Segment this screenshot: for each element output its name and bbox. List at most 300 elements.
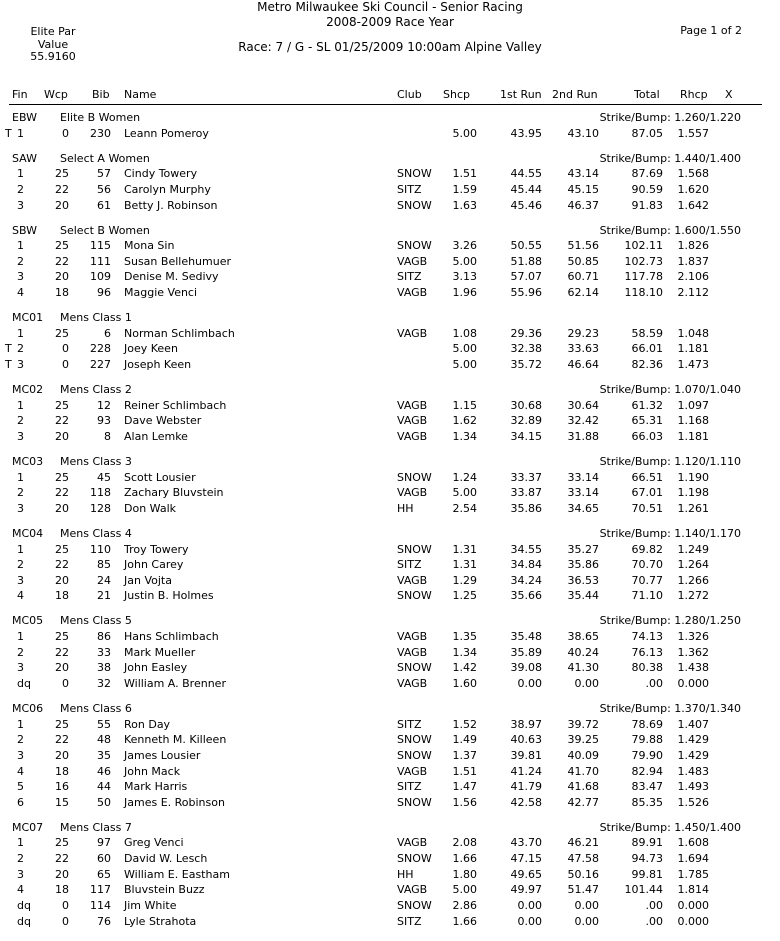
cell-bib: 8 bbox=[104, 429, 111, 443]
cell-bib: 60 bbox=[97, 852, 111, 866]
group-name: Mens Class 1 bbox=[60, 311, 132, 325]
cell-total: 79.88 bbox=[631, 733, 663, 747]
col-run2: 2nd Run bbox=[552, 88, 598, 101]
cell-fin: 2 bbox=[17, 182, 24, 196]
cell-total: 99.81 bbox=[631, 867, 663, 881]
cell-fin: 6 bbox=[17, 795, 24, 809]
col-club: Club bbox=[397, 88, 422, 101]
cell-run1: 32.89 bbox=[510, 414, 542, 428]
cell-wcp: 22 bbox=[55, 558, 69, 572]
cell-fin: 3 bbox=[17, 867, 24, 881]
cell-shcp: 1.47 bbox=[452, 780, 477, 794]
table-row bbox=[0, 270, 780, 284]
table-row bbox=[0, 430, 780, 444]
cell-name: Norman Schlimbach bbox=[124, 326, 235, 340]
cell-shcp: 1.62 bbox=[452, 414, 477, 428]
cell-name: Greg Venci bbox=[124, 836, 184, 850]
cell-bib: 114 bbox=[90, 898, 111, 912]
cell-wcp: 25 bbox=[55, 542, 69, 556]
cell-shcp: 1.66 bbox=[452, 852, 477, 866]
cell-wcp: 18 bbox=[55, 589, 69, 603]
cell-run2: 51.47 bbox=[567, 883, 599, 897]
table-row bbox=[0, 167, 780, 181]
cell-fin: 3 bbox=[17, 573, 24, 587]
group-code: SAW bbox=[12, 151, 37, 165]
cell-fin: 4 bbox=[17, 883, 24, 897]
cell-run2: 40.24 bbox=[567, 645, 599, 659]
cell-club: SITZ bbox=[397, 182, 422, 196]
cell-wcp: 0 bbox=[62, 898, 69, 912]
cell-total: 79.90 bbox=[631, 748, 663, 762]
cell-total: .00 bbox=[645, 898, 663, 912]
cell-rhcp: 1.264 bbox=[677, 558, 709, 572]
cell-run2: 46.21 bbox=[567, 836, 599, 850]
cell-run1: 35.48 bbox=[510, 630, 542, 644]
cell-name: Reiner Schlimbach bbox=[124, 398, 227, 412]
table-row bbox=[0, 327, 780, 341]
cell-club: SNOW bbox=[397, 198, 432, 212]
cell-shcp: 1.31 bbox=[452, 558, 477, 572]
cell-wcp: 18 bbox=[55, 883, 69, 897]
race-info: Race: 7 / G - SL 01/25/2009 10:00am Alpine Valley bbox=[238, 40, 542, 54]
cell-total: 71.10 bbox=[631, 589, 663, 603]
table-row bbox=[0, 677, 780, 691]
cell-total: 101.44 bbox=[624, 883, 663, 897]
col-x: X bbox=[725, 88, 733, 101]
cell-run1: 30.68 bbox=[510, 398, 542, 412]
table-row bbox=[0, 358, 780, 372]
cell-total: 87.05 bbox=[631, 126, 663, 140]
cell-rhcp: 0.000 bbox=[677, 914, 709, 928]
table-row bbox=[0, 836, 780, 850]
cell-shcp: 2.54 bbox=[452, 501, 477, 515]
cell-total: 70.77 bbox=[631, 573, 663, 587]
cell-name: Don Walk bbox=[124, 501, 177, 515]
cell-run2: 39.72 bbox=[567, 717, 599, 731]
table-row bbox=[0, 915, 780, 929]
cell-rhcp: 1.837 bbox=[677, 254, 709, 268]
cell-bib: 227 bbox=[90, 358, 111, 372]
cell-wcp: 20 bbox=[55, 867, 69, 881]
report-title: Metro Milwaukee Ski Council - Senior Racing bbox=[257, 0, 523, 14]
group-name: Mens Class 5 bbox=[60, 614, 132, 628]
cell-rhcp: 1.429 bbox=[677, 733, 709, 747]
cell-fin: 4 bbox=[17, 589, 24, 603]
cell-shcp: 1.60 bbox=[452, 676, 477, 690]
cell-bib: 93 bbox=[97, 414, 111, 428]
cell-name: James Lousier bbox=[124, 748, 201, 762]
tie-flag: T bbox=[5, 342, 12, 356]
cell-rhcp: 1.407 bbox=[677, 717, 709, 731]
cell-total: 58.59 bbox=[631, 326, 663, 340]
cell-fin: 3 bbox=[17, 198, 24, 212]
strike-bump: Strike/Bump: 1.070/1.040 bbox=[599, 383, 741, 397]
cell-rhcp: 1.429 bbox=[677, 748, 709, 762]
cell-bib: 50 bbox=[97, 795, 111, 809]
col-bib: Bib bbox=[92, 88, 110, 101]
cell-rhcp: 1.438 bbox=[677, 661, 709, 675]
cell-fin: 2 bbox=[17, 852, 24, 866]
cell-total: 80.38 bbox=[631, 661, 663, 675]
cell-rhcp: 1.190 bbox=[677, 470, 709, 484]
cell-run2: 0.00 bbox=[574, 898, 599, 912]
cell-rhcp: 1.483 bbox=[677, 764, 709, 778]
table-row bbox=[0, 733, 780, 747]
cell-shcp: 5.00 bbox=[452, 486, 477, 500]
cell-club: SNOW bbox=[397, 852, 432, 866]
cell-club: VAGB bbox=[397, 486, 428, 500]
cell-run2: 31.88 bbox=[567, 429, 599, 443]
cell-club: VAGB bbox=[397, 764, 428, 778]
group-header bbox=[0, 527, 780, 541]
cell-run1: 49.65 bbox=[510, 867, 542, 881]
group-name: Mens Class 4 bbox=[60, 526, 132, 540]
cell-rhcp: 1.266 bbox=[677, 573, 709, 587]
cell-fin: 1 bbox=[17, 239, 24, 253]
group-header bbox=[0, 111, 780, 125]
cell-fin: 1 bbox=[17, 167, 24, 181]
table-row bbox=[0, 543, 780, 557]
cell-wcp: 22 bbox=[55, 486, 69, 500]
cell-rhcp: 1.826 bbox=[677, 239, 709, 253]
cell-fin: 5 bbox=[17, 780, 24, 794]
cell-run1: 34.84 bbox=[510, 558, 542, 572]
cell-shcp: 5.00 bbox=[452, 342, 477, 356]
column-header-row bbox=[0, 88, 780, 102]
cell-run2: 41.30 bbox=[567, 661, 599, 675]
cell-shcp: 5.00 bbox=[452, 883, 477, 897]
cell-club: VAGB bbox=[397, 676, 428, 690]
group-code: EBW bbox=[12, 111, 37, 124]
cell-wcp: 22 bbox=[55, 182, 69, 196]
cell-name: David W. Lesch bbox=[124, 852, 208, 866]
group-code: MC01 bbox=[12, 311, 44, 325]
cell-wcp: 25 bbox=[55, 167, 69, 181]
cell-club: VAGB bbox=[397, 883, 428, 897]
cell-total: 61.32 bbox=[631, 398, 663, 412]
cell-name: Lyle Strahota bbox=[124, 914, 197, 928]
cell-total: 66.01 bbox=[631, 342, 663, 356]
cell-wcp: 18 bbox=[55, 286, 69, 300]
cell-club: SNOW bbox=[397, 748, 432, 762]
cell-shcp: 1.52 bbox=[452, 717, 477, 731]
group-header bbox=[0, 224, 780, 238]
cell-run2: 30.64 bbox=[567, 398, 599, 412]
cell-name: Joey Keen bbox=[124, 342, 178, 356]
cell-club: HH bbox=[397, 501, 414, 515]
cell-rhcp: 1.097 bbox=[677, 398, 709, 412]
cell-run2: 62.14 bbox=[567, 286, 599, 300]
cell-club: SNOW bbox=[397, 167, 432, 181]
group-header bbox=[0, 455, 780, 469]
cell-run2: 51.56 bbox=[567, 239, 599, 253]
group-code: MC04 bbox=[12, 526, 44, 540]
cell-club: SITZ bbox=[397, 914, 422, 928]
cell-total: 83.47 bbox=[631, 780, 663, 794]
cell-name: Susan Bellehumuer bbox=[124, 254, 232, 268]
race-year: 2008-2009 Race Year bbox=[326, 15, 454, 29]
table-row bbox=[0, 630, 780, 644]
cell-bib: 128 bbox=[90, 501, 111, 515]
cell-run1: 35.72 bbox=[510, 358, 542, 372]
cell-run1: 47.15 bbox=[510, 852, 542, 866]
cell-total: 69.82 bbox=[631, 542, 663, 556]
cell-bib: 12 bbox=[97, 398, 111, 412]
cell-wcp: 25 bbox=[55, 398, 69, 412]
cell-total: 117.78 bbox=[624, 270, 663, 284]
cell-bib: 97 bbox=[97, 836, 111, 850]
table-row bbox=[0, 574, 780, 588]
cell-run2: 35.86 bbox=[567, 558, 599, 572]
cell-bib: 44 bbox=[97, 780, 111, 794]
cell-wcp: 20 bbox=[55, 198, 69, 212]
cell-name: John Easley bbox=[124, 661, 188, 675]
cell-total: 87.69 bbox=[631, 167, 663, 181]
cell-rhcp: 1.181 bbox=[677, 342, 709, 356]
cell-rhcp: 1.557 bbox=[677, 126, 709, 140]
cell-run1: 50.55 bbox=[510, 239, 542, 253]
cell-fin: 2 bbox=[17, 645, 24, 659]
cell-bib: 228 bbox=[90, 342, 111, 356]
cell-shcp: 1.31 bbox=[452, 542, 477, 556]
cell-total: 82.94 bbox=[631, 764, 663, 778]
cell-run2: 35.44 bbox=[567, 589, 599, 603]
cell-run1: 44.55 bbox=[510, 167, 542, 181]
cell-fin: 1 bbox=[17, 326, 24, 340]
cell-run1: 57.07 bbox=[510, 270, 542, 284]
cell-name: Alan Lemke bbox=[124, 429, 188, 443]
cell-run1: 32.38 bbox=[510, 342, 542, 356]
cell-run1: 33.87 bbox=[510, 486, 542, 500]
cell-shcp: 1.35 bbox=[452, 630, 477, 644]
cell-fin: dq bbox=[17, 676, 31, 690]
cell-shcp: 1.56 bbox=[452, 795, 477, 809]
cell-name: Denise M. Sedivy bbox=[124, 270, 219, 284]
cell-shcp: 1.59 bbox=[452, 182, 477, 196]
cell-name: Zachary Bluvstein bbox=[124, 486, 224, 500]
cell-shcp: 5.00 bbox=[452, 254, 477, 268]
cell-wcp: 0 bbox=[62, 126, 69, 140]
cell-total: 91.83 bbox=[631, 198, 663, 212]
cell-shcp: 1.37 bbox=[452, 748, 477, 762]
table-row bbox=[0, 868, 780, 882]
elite-par-value: 55.9160 bbox=[30, 50, 76, 63]
cell-run2: 39.25 bbox=[567, 733, 599, 747]
cell-wcp: 20 bbox=[55, 748, 69, 762]
group-code: SBW bbox=[12, 223, 38, 237]
group-header bbox=[0, 821, 780, 835]
group-header bbox=[0, 383, 780, 397]
cell-name: William E. Eastham bbox=[124, 867, 230, 881]
cell-fin: 2 bbox=[17, 254, 24, 268]
group-header bbox=[0, 311, 780, 325]
col-run1: 1st Run bbox=[500, 88, 542, 101]
cell-name: Bluvstein Buzz bbox=[124, 883, 205, 897]
cell-bib: 32 bbox=[97, 676, 111, 690]
cell-fin: 3 bbox=[17, 429, 24, 443]
cell-bib: 33 bbox=[97, 645, 111, 659]
cell-total: 118.10 bbox=[624, 286, 663, 300]
cell-run1: 35.66 bbox=[510, 589, 542, 603]
cell-run2: 43.10 bbox=[567, 126, 599, 140]
cell-run1: 41.24 bbox=[510, 764, 542, 778]
cell-shcp: 2.08 bbox=[452, 836, 477, 850]
group-name: Mens Class 3 bbox=[60, 454, 132, 468]
cell-wcp: 22 bbox=[55, 254, 69, 268]
cell-run1: 0.00 bbox=[517, 898, 542, 912]
cell-wcp: 15 bbox=[55, 795, 69, 809]
cell-run1: 0.00 bbox=[517, 676, 542, 690]
cell-run2: 34.65 bbox=[567, 501, 599, 515]
cell-bib: 57 bbox=[97, 167, 111, 181]
cell-shcp: 1.34 bbox=[452, 429, 477, 443]
cell-wcp: 16 bbox=[55, 780, 69, 794]
cell-rhcp: 1.785 bbox=[677, 867, 709, 881]
cell-fin: 1 bbox=[17, 717, 24, 731]
cell-shcp: 1.51 bbox=[452, 764, 477, 778]
table-row bbox=[0, 471, 780, 485]
cell-fin: 2 bbox=[17, 486, 24, 500]
cell-name: James E. Robinson bbox=[124, 795, 225, 809]
cell-wcp: 20 bbox=[55, 661, 69, 675]
cell-run1: 39.81 bbox=[510, 748, 542, 762]
cell-rhcp: 1.362 bbox=[677, 645, 709, 659]
cell-rhcp: 1.694 bbox=[677, 852, 709, 866]
cell-wcp: 25 bbox=[55, 836, 69, 850]
cell-run2: 46.64 bbox=[567, 358, 599, 372]
cell-shcp: 1.66 bbox=[452, 914, 477, 928]
table-row bbox=[0, 718, 780, 732]
cell-shcp: 1.51 bbox=[452, 167, 477, 181]
cell-club: SNOW bbox=[397, 239, 432, 253]
cell-bib: 65 bbox=[97, 867, 111, 881]
table-row bbox=[0, 199, 780, 213]
strike-bump: Strike/Bump: 1.600/1.550 bbox=[599, 223, 741, 237]
cell-name: Carolyn Murphy bbox=[124, 182, 211, 196]
page-number: Page 1 of 2 bbox=[680, 24, 742, 37]
cell-total: .00 bbox=[645, 914, 663, 928]
cell-total: 89.91 bbox=[631, 836, 663, 850]
cell-bib: 115 bbox=[90, 239, 111, 253]
cell-total: 76.13 bbox=[631, 645, 663, 659]
table-row bbox=[0, 486, 780, 500]
cell-wcp: 0 bbox=[62, 342, 69, 356]
cell-bib: 38 bbox=[97, 661, 111, 675]
cell-fin: dq bbox=[17, 914, 31, 928]
cell-club: SNOW bbox=[397, 589, 432, 603]
cell-wcp: 22 bbox=[55, 414, 69, 428]
cell-rhcp: 1.642 bbox=[677, 198, 709, 212]
cell-bib: 96 bbox=[97, 286, 111, 300]
table-row bbox=[0, 127, 780, 141]
cell-shcp: 5.00 bbox=[452, 358, 477, 372]
cell-bib: 76 bbox=[97, 914, 111, 928]
cell-wcp: 25 bbox=[55, 326, 69, 340]
strike-bump: Strike/Bump: 1.280/1.250 bbox=[599, 614, 741, 628]
cell-club: VAGB bbox=[397, 630, 428, 644]
cell-club: VAGB bbox=[397, 645, 428, 659]
cell-club: SNOW bbox=[397, 795, 432, 809]
cell-rhcp: 1.473 bbox=[677, 358, 709, 372]
strike-bump: Strike/Bump: 1.450/1.400 bbox=[599, 820, 741, 834]
cell-shcp: 1.80 bbox=[452, 867, 477, 881]
cell-rhcp: 1.568 bbox=[677, 167, 709, 181]
cell-rhcp: 1.272 bbox=[677, 589, 709, 603]
cell-fin: 3 bbox=[17, 661, 24, 675]
table-row bbox=[0, 883, 780, 897]
cell-rhcp: 1.493 bbox=[677, 780, 709, 794]
cell-run1: 35.86 bbox=[510, 501, 542, 515]
cell-name: Maggie Venci bbox=[124, 286, 198, 300]
cell-club: SITZ bbox=[397, 558, 422, 572]
cell-bib: 21 bbox=[97, 589, 111, 603]
cell-bib: 109 bbox=[90, 270, 111, 284]
cell-name: Kenneth M. Killeen bbox=[124, 733, 227, 747]
cell-fin: 1 bbox=[17, 630, 24, 644]
group-name: Mens Class 7 bbox=[60, 820, 132, 834]
cell-run2: 0.00 bbox=[574, 676, 599, 690]
cell-fin: 3 bbox=[17, 748, 24, 762]
cell-run2: 38.65 bbox=[567, 630, 599, 644]
cell-wcp: 0 bbox=[62, 358, 69, 372]
cell-bib: 86 bbox=[97, 630, 111, 644]
cell-run1: 41.79 bbox=[510, 780, 542, 794]
cell-run1: 49.97 bbox=[510, 883, 542, 897]
cell-total: 85.35 bbox=[631, 795, 663, 809]
cell-club: VAGB bbox=[397, 414, 428, 428]
cell-run2: 60.71 bbox=[567, 270, 599, 284]
col-name: Name bbox=[124, 88, 157, 101]
cell-run2: 29.23 bbox=[567, 326, 599, 340]
cell-total: .00 bbox=[645, 676, 663, 690]
table-row bbox=[0, 239, 780, 253]
cell-fin: 3 bbox=[17, 501, 24, 515]
strike-bump: Strike/Bump: 1.370/1.340 bbox=[599, 701, 741, 715]
cell-rhcp: 0.000 bbox=[677, 898, 709, 912]
cell-fin: dq bbox=[17, 898, 31, 912]
cell-run2: 33.14 bbox=[567, 486, 599, 500]
cell-total: 74.13 bbox=[631, 630, 663, 644]
cell-total: 70.70 bbox=[631, 558, 663, 572]
cell-shcp: 1.63 bbox=[452, 198, 477, 212]
cell-run1: 55.96 bbox=[510, 286, 542, 300]
cell-run1: 38.97 bbox=[510, 717, 542, 731]
cell-bib: 35 bbox=[97, 748, 111, 762]
cell-run1: 51.88 bbox=[510, 254, 542, 268]
cell-rhcp: 1.048 bbox=[677, 326, 709, 340]
cell-run2: 41.68 bbox=[567, 780, 599, 794]
cell-run1: 35.89 bbox=[510, 645, 542, 659]
cell-bib: 45 bbox=[97, 470, 111, 484]
cell-wcp: 25 bbox=[55, 239, 69, 253]
cell-shcp: 1.08 bbox=[452, 326, 477, 340]
cell-bib: 56 bbox=[97, 182, 111, 196]
cell-club: VAGB bbox=[397, 429, 428, 443]
cell-wcp: 25 bbox=[55, 630, 69, 644]
cell-name: Mona Sin bbox=[124, 239, 175, 253]
cell-name: John Mack bbox=[124, 764, 181, 778]
table-row bbox=[0, 765, 780, 779]
strike-bump: Strike/Bump: 1.140/1.170 bbox=[599, 526, 741, 540]
cell-club: SITZ bbox=[397, 270, 422, 284]
cell-fin: 2 bbox=[17, 558, 24, 572]
cell-run2: 35.27 bbox=[567, 542, 599, 556]
cell-fin: 2 bbox=[17, 733, 24, 747]
cell-run2: 40.09 bbox=[567, 748, 599, 762]
cell-name: Justin B. Holmes bbox=[124, 589, 214, 603]
cell-rhcp: 1.526 bbox=[677, 795, 709, 809]
cell-fin: 1 bbox=[17, 398, 24, 412]
